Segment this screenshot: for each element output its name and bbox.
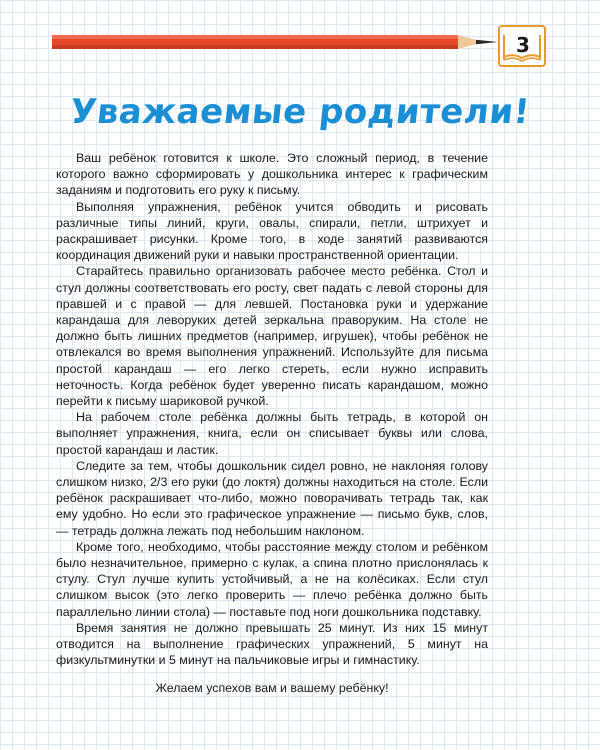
paragraph: Следите за тем, чтобы дошкольник сидел ровно, не наклоняя голову слишком низко, 2/3 его руки (до локтя) должны находиться на столе. Если ребёнок раскрашивает что-либо, можно поворачивать тетрадь так, как ему удобно. Но если это графическое упражнение — письмо букв, слов, — тетрадь должна лежать под небольшим наклоном. [56, 458, 488, 538]
closing-line: Желаем успехов вам и вашему ребёнку! [155, 681, 389, 695]
paragraph: Кроме того, необходимо, чтобы расстояние между столом и ребёнком было незначительное, примерно с кулак, а спина плотно прислонялась к стулу. Стул лучше купить устойчивый, а не на колёсиках. Если стул слишком высок (это легко проверить — плечо ребёнка должно быть параллельно линии стола) — поставьте под ноги дошкольника подставку. [56, 539, 488, 619]
page-number-badge [498, 25, 546, 67]
page-number: 3 [516, 33, 530, 57]
pencil-icon [52, 33, 498, 51]
paragraph: На рабочем столе ребёнка должны быть тетрадь, в которой он выполняет упражнения, книга, если он списывает буквы или слова, простой карандаш и ластик. [56, 410, 488, 457]
paragraph: Ваш ребёнок готовится к школе. Это сложный период, в течение которого важно сформировать у дошкольника интерес к графическим заданиям и подготовить его руку к письму. [56, 151, 488, 198]
page-title: Уважаемые родители! [68, 92, 532, 132]
paragraph: Выполняя упражнения, ребёнок учится обводить и рисовать различные типы линий, круги, овалы, спирали, петли, штрихует и раскрашивает рисунки. Кроме того, в ходе занятий развиваются координация движений руки и навыки пространственной ориентации. [56, 199, 488, 263]
paragraph: Старайтесь правильно организовать рабочее место ребёнка. Стол и стул должны соответствовать его росту, свет падать с левой стороны для правшей и с правой — для левшей. Постановка руки и удержание карандаша для леворуких детей зеркальна праворуким. На столе не должно быть лишних предметов (например, игрушек), чтобы ребёнок не отвлекался во время выполнения упражнений. Используйте для письма простой карандаш — его легко стереть, если нужно исправить неточность. Когда ребёнок будет уверенно писать карандашом, можно перейти к письму шариковой ручкой. [56, 264, 488, 409]
body-text [56, 150, 488, 669]
paragraph: Время занятия не должно превышать 25 минут. Из них 15 минут отводится на выполнение графических упражнений, 5 минут на физкультминутки и 5 минут на пальчиковые игры и гимнастику. [56, 620, 488, 668]
